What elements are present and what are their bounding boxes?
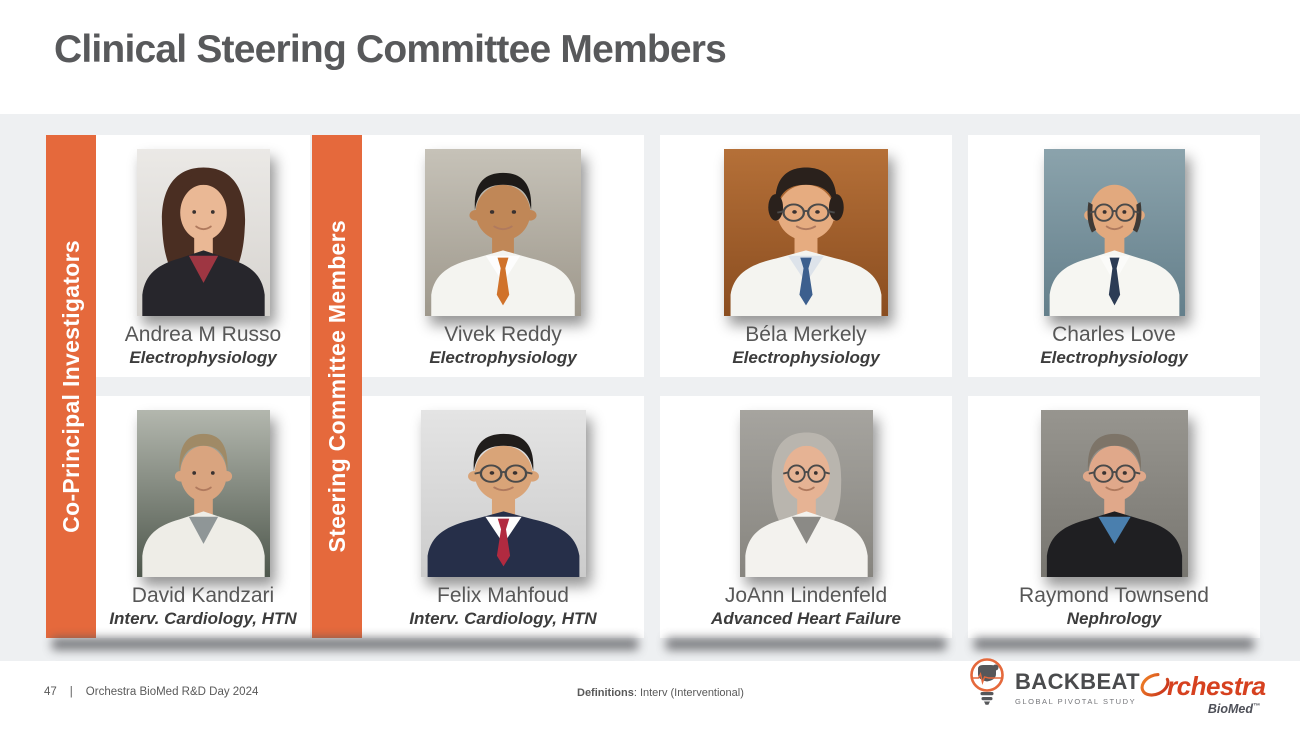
member-photo <box>1041 410 1188 577</box>
group-banner-label: Steering Committee Members <box>323 220 350 553</box>
member-specialty: Electrophysiology <box>1040 348 1188 368</box>
biomed-text: BioMed <box>1207 702 1253 717</box>
member-photo <box>421 410 586 577</box>
page-title: Clinical Steering Committee Members <box>54 28 727 71</box>
redacted-blur-band <box>52 638 638 650</box>
member-card <box>362 396 644 638</box>
member-card <box>362 135 644 377</box>
member-specialty: Nephrology <box>1066 609 1162 629</box>
member-name: Charles Love <box>1052 323 1176 346</box>
member-specialty: Electrophysiology <box>429 348 577 368</box>
definitions-text: : Interv (Interventional) <box>633 687 744 699</box>
orchestra-biomed-logo <box>1136 665 1264 716</box>
page-number: 47 <box>44 686 57 698</box>
member-specialty: Interv. Cardiology, HTN <box>409 609 597 629</box>
redacted-blur-band <box>974 638 1254 650</box>
member-photo <box>137 410 270 577</box>
member-card <box>660 135 952 377</box>
member-card <box>96 135 310 377</box>
group-banner-steering-committee-members <box>312 135 362 638</box>
member-card <box>96 396 310 638</box>
member-card <box>660 396 952 638</box>
member-name: David Kandzari <box>131 584 275 607</box>
member-card <box>968 135 1260 377</box>
backbeat-logo <box>964 656 1140 719</box>
member-photo <box>1044 149 1185 316</box>
redacted-blur-band <box>666 638 946 650</box>
member-name: Felix Mahfoud <box>437 584 569 607</box>
member-card <box>968 396 1260 638</box>
member-specialty: Interv. Cardiology, HTN <box>109 609 297 629</box>
member-photo <box>425 149 581 316</box>
footer-divider: | <box>69 686 73 698</box>
member-name: Raymond Townsend <box>1019 584 1209 607</box>
backbeat-name: BACKBEAT <box>1015 669 1141 694</box>
lightbulb-icon <box>964 656 1010 719</box>
backbeat-tagline: GLOBAL PIVOTAL STUDY <box>1015 697 1137 706</box>
orchestra-wordmark: rchestra <box>1167 670 1266 701</box>
member-name: Béla Merkely <box>745 323 867 346</box>
definitions-label: Definitions <box>577 687 634 699</box>
member-photo <box>137 149 270 316</box>
member-name: Andrea M Russo <box>124 323 282 346</box>
member-photo <box>740 410 873 577</box>
group-banner-label: Co-Principal Investigators <box>57 240 84 533</box>
definitions-note <box>577 687 744 699</box>
trademark-symbol: ™ <box>1253 703 1260 710</box>
member-specialty: Electrophysiology <box>129 348 277 368</box>
member-name: JoAnn Lindenfeld <box>724 584 888 607</box>
group-banner-co-principal-investigators <box>46 135 96 638</box>
member-photo <box>724 149 888 316</box>
member-name: Vivek Reddy <box>444 323 562 346</box>
footer-left <box>44 686 258 698</box>
member-specialty: Advanced Heart Failure <box>711 609 901 629</box>
backbeat-wordmark <box>1015 671 1140 706</box>
member-specialty: Electrophysiology <box>732 348 880 368</box>
footer-event-name: Orchestra BioMed R&D Day 2024 <box>85 686 259 698</box>
